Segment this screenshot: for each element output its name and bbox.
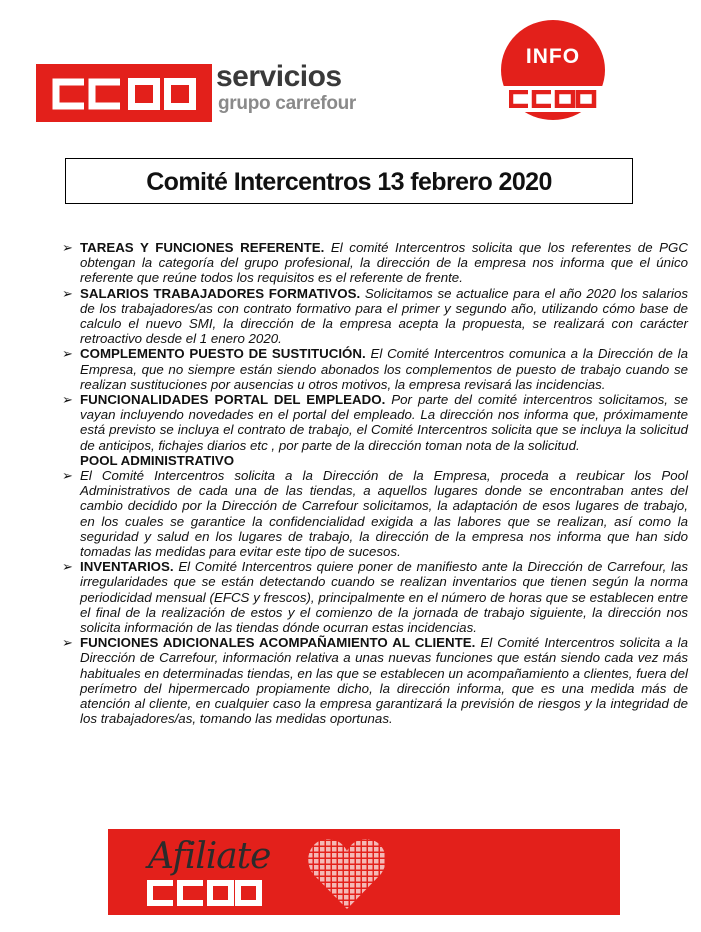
arrow-bullet-icon: ➢ [62, 285, 73, 301]
item-heading: TAREAS Y FUNCIONES REFERENTE. [80, 240, 325, 255]
list-item [62, 468, 688, 559]
banner-ccoo-logo [147, 880, 265, 906]
badge-ccoo-letters [509, 90, 597, 108]
item-heading: SALARIOS TRABAJADORES FORMATIVOS. [80, 285, 361, 301]
brand-servicios: servicios [216, 60, 342, 93]
brand-grupo-carrefour: grupo carrefour [218, 93, 357, 114]
list-item [62, 286, 688, 347]
arrow-bullet-icon: ➢ [62, 468, 73, 484]
list-item [62, 635, 688, 726]
item-heading-sep: . [169, 559, 174, 575]
content-list [62, 240, 688, 727]
list-item [62, 559, 688, 635]
arrow-bullet-icon: ➢ [62, 559, 73, 575]
item-heading: COMPLEMENTO PUESTO DE SUSTITUCIÓN. [80, 346, 366, 362]
item-heading: FUNCIONES ADICIONALES ACOMPAÑAMIENTO AL CLIENTE. [80, 635, 476, 651]
info-ccoo-badge [501, 20, 605, 120]
item-body: El Comité Intercentros comunica a la Dirección de la Empresa, que no siempre están siendo abonados los complementos de puesto de trabajo cuando se realizan sustituciones por ausencias u otros motivos, la empresa revisará las incidencias. [80, 346, 689, 392]
arrow-bullet-icon: ➢ [62, 346, 73, 362]
item-heading: FUNCIONALIDADES PORTAL DEL EMPLEADO. [80, 392, 386, 408]
item-body: Por parte del comité intercentros solicitamos, se vayan incluyendo novedades en el portal del empleado. La dirección nos informa que, próximamente está previsto se incluya el contrato de trabajo, el Comité Intercentros solicita que se incluya la solicitud de anticipos, fichajes diarios etc , por parte de la dirección toman nota de la solicitud. [80, 392, 689, 453]
title-box [65, 158, 633, 204]
ccoo-logo [36, 64, 212, 122]
afiliate-slogan: Afiliate [148, 836, 271, 877]
pool-heading: POOL ADMINISTRATIVO [80, 452, 235, 468]
item-body: Solicitamos se actualice para el año 2020 los salarios de los trabajadores/as con contrato formativo para el primer y segundo año, utilizando cómo base de calculo el nuevo SMI, la dirección de la empresa acepta la propuesta, se realizará con carácter retroactivo desde el 1 enero 2020. [80, 285, 688, 347]
heart-icon [308, 835, 386, 911]
item-body: El Comité Intercentros solicita a la Dirección de Carrefour, información relativa a unas nuevas funciones que están siendo cada vez más habituales en determinadas tiendas, en las que se establecen un acompañamiento a clientes, fuera del perímetro del hipermercado propiamente dicho, la dirección informa, que es una medida más de atención al cliente, en cualquier caso la empresa garantizará la previsión de riesgos y la integridad de los trabajadores/as, tomando las medidas oportunas. [80, 635, 688, 727]
list-item [62, 240, 688, 286]
item-body: El Comité Intercentros quiere poner de manifiesto ante la Dirección de Carrefour, las irregularidades que se están detectando cuando se realizan inventarios que tienen según la norma periodicidad mensual (EFCS y frescos), principalmente en el número de horas que se establecen entre el final de la realización de estos y el comienzo de la jornada de trabajo siguiente, la dirección nos solicita información de las tiendas dónde ocurran estas incidencias. [80, 559, 688, 636]
item-body: El comité Intercentros solicita que los referentes de PGC obtengan la categoría del grupo profesional, la dirección de la empresa nos informa que el único referente que reúne todos los requisitos es el referente de frente. [80, 240, 688, 286]
badge-info-text: INFO [525, 45, 581, 68]
list-item [62, 392, 688, 453]
page-title: Comité Intercentros 13 febrero 2020 [146, 168, 552, 196]
arrow-bullet-icon: ➢ [62, 392, 73, 408]
ccoo-logo-letters [52, 78, 196, 110]
item-heading: INVENTARIOS [80, 559, 170, 575]
arrow-bullet-icon: ➢ [62, 635, 73, 651]
item-body: El Comité Intercentros solicita a la Dirección de la Empresa, proceda a reubicar los Pool Administrativos de cada una de las tiendas, a aquellos lugares donde se encontraban antes del cambio decidido por la Dirección de Carrefour solicitamos, la adaptación de esos lugares de trabajo, en los cuales se garantice la confidencialidad exigida a las labores que se realizan, así como la seguridad y salud en los lugares de trabajo, la dirección de la empresa nos informa que han sido tomadas las medidas para evitar este tipo de sucesos. [80, 468, 688, 560]
arrow-bullet-icon: ➢ [62, 240, 73, 255]
list-item [62, 346, 688, 392]
